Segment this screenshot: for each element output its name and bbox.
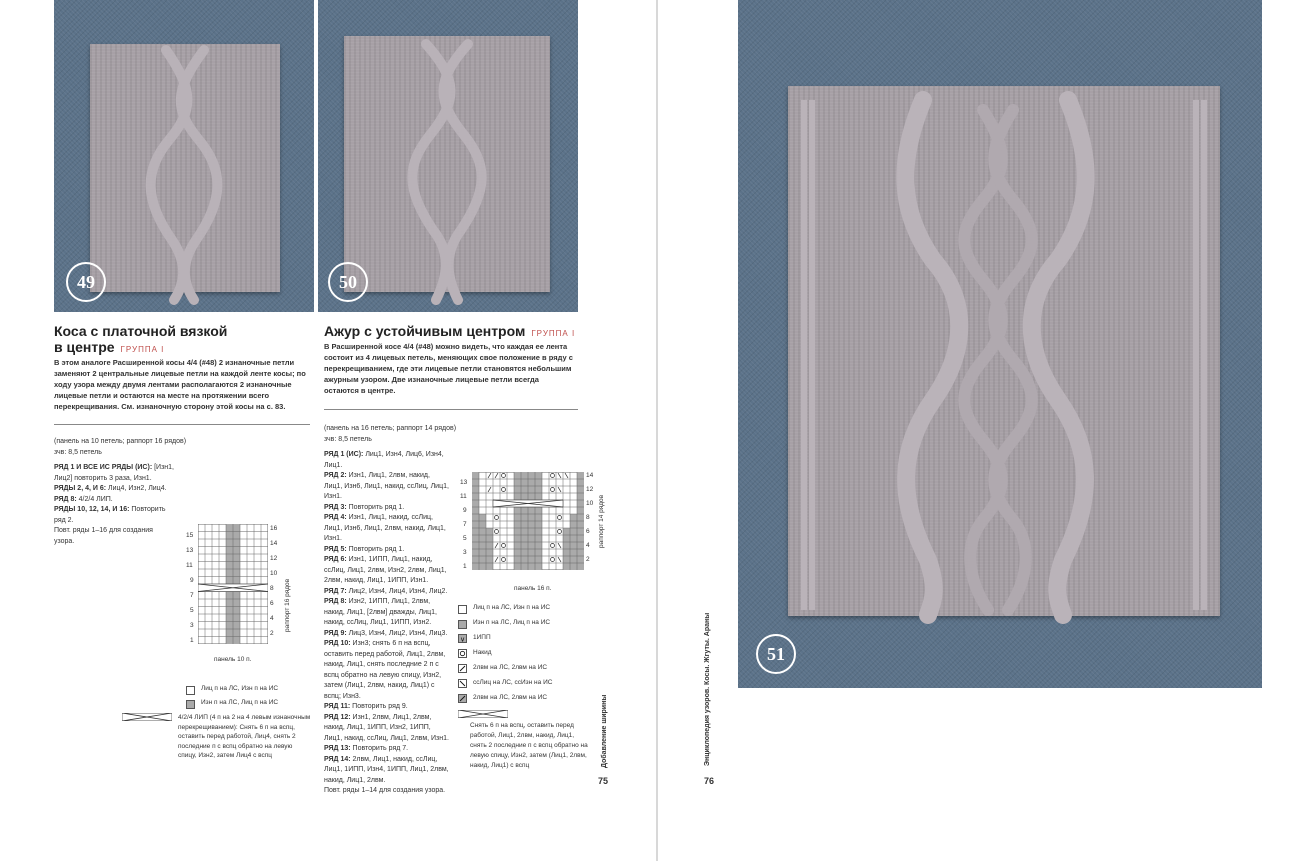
row-number: 6 — [586, 528, 590, 535]
row-number: 2 — [586, 556, 590, 563]
row-number: 1 — [190, 637, 194, 644]
chart-49-side-label: раппорт 16 рядов — [284, 578, 291, 632]
pattern-49-panel: (панель на 10 петель; раппорт 16 рядов) — [54, 438, 187, 445]
book-side-label: Энциклопедия узоров. Косы. Жгуты. Араны — [704, 612, 711, 766]
chart-49-grid — [198, 524, 268, 644]
section-side-label: Добавление ширины — [601, 694, 608, 768]
legend-item: Лиц п на ЛС, Изн п на ИС — [458, 604, 550, 614]
row-number: 5 — [463, 535, 467, 542]
pattern-50-gauge: зчв: 8,5 петель — [324, 436, 372, 443]
row-number: 14 — [586, 472, 594, 479]
row-number: 12 — [270, 555, 278, 562]
knit-stitch-icon — [186, 686, 195, 695]
chart-49-bottom-label: панель 10 п. — [214, 656, 252, 663]
legend-item: 2лвм на ЛС, 2лвм на ИС — [458, 694, 547, 703]
row-instruction: РЯД 8: Изн2, 1ИПП, Лиц1, 2лвм, накид, Лиц1, [2лвм] дважды, Лиц1, накид, ссЛиц, Лиц1, 1ИПП, Изн2. — [324, 598, 437, 626]
chart-49 — [186, 522, 296, 672]
legend-item: 2лвм на ЛС, 2лвм на ИС — [458, 664, 547, 673]
row-instruction: РЯД 3: Повторить ряд 1. — [324, 503, 405, 511]
k2tog-icon — [458, 664, 467, 673]
swatch-photo-51 — [738, 0, 1262, 688]
row-instruction: РЯД 14: 2лвм, Лиц1, накид, ссЛиц, Лиц1, 1ИПП, Изн4, 1ИПП, Лиц1, 2лвм, накид, Лиц1, 2лвм. — [324, 755, 449, 784]
legend-item: Снять 6 п на вспц, оставить перед работой, Лиц1, 2лвм, накид, Лиц1, снять 2 последние п с вспц обратно на левую спицу, Изн2, затем (Лиц1, 2лвм, накид, Лиц1) с вспц — [458, 710, 588, 771]
row-number: 8 — [270, 585, 274, 592]
legend-item: Изн п на ЛС, Лиц п на ИС — [186, 699, 278, 709]
pattern-49-rows — [54, 463, 174, 547]
title-line-1: Коса с платочной вязкой — [54, 323, 228, 339]
row-number: 2 — [270, 630, 274, 637]
swatch-photo-50 — [318, 0, 578, 312]
row-instruction: РЯД 2: Изн1, Лиц1, 2лвм, накид, Лиц1, Изн6, Лиц1, накид, ссЛиц, Лиц1, Изн1. — [324, 472, 449, 500]
row-number: 15 — [186, 532, 194, 539]
row-instruction: РЯДЫ 2, 4, И 6: Лиц4, Изн2, Лиц4. — [54, 485, 167, 492]
legend-item: ∨ 1ИПП — [460, 634, 491, 643]
divider — [324, 409, 578, 410]
row-number: 3 — [463, 549, 467, 556]
cable-crossing-icon — [458, 710, 508, 718]
ssk-icon — [458, 679, 467, 688]
pattern-49-title — [54, 323, 314, 358]
right-page — [658, 0, 1315, 861]
row-number: 14 — [270, 540, 278, 547]
row-number: 16 — [270, 525, 278, 532]
row-number: 10 — [270, 570, 278, 577]
row-number: 9 — [463, 507, 467, 514]
row-instruction: РЯД 12: Изн1, 2лвм, Лиц1, 2лвм, накид, Лиц1, 1ИПП, Изн2, 1ИПП, Лиц1, накид, ссЛиц, Лиц1, 2лвм, Изн1. — [324, 713, 449, 742]
row-number: 11 — [460, 493, 467, 500]
pattern-number-badge: 49 — [66, 262, 106, 302]
row-instruction: РЯД 6: Изн1, 1ИПП, Лиц1, накид, ссЛиц, Лиц1, 2лвм, Изн2, 2лвм, Лиц1, 2лвм, накид, Лиц1, 1ИПП, Изн1. — [324, 556, 447, 584]
row-number: 11 — [186, 562, 193, 569]
row-number: 6 — [270, 600, 274, 607]
pattern-50-panel: (панель на 16 петель; раппорт 14 рядов) — [324, 425, 457, 432]
page-number: 75 — [598, 776, 609, 786]
chart-50-grid — [472, 472, 584, 570]
purl-stitch-icon — [186, 700, 195, 709]
group-label: ГРУППА I — [531, 329, 576, 338]
row-number: 1 — [463, 563, 467, 570]
row-number: 7 — [190, 592, 194, 599]
row-number: 7 — [463, 521, 467, 528]
title-text: Ажур с устойчивым центром — [324, 323, 526, 339]
svg-text:∨: ∨ — [460, 635, 466, 643]
chart-50 — [458, 470, 608, 595]
swatch-photo-49 — [54, 0, 314, 312]
row-instruction: РЯД 11: Повторить ряд 9. — [324, 703, 408, 710]
row-number: 4 — [586, 542, 590, 549]
k2tog-purl-icon — [458, 694, 467, 703]
row-instruction: РЯД 1 (ИС): Лиц1, Изн4, Лиц6, Изн4, Лиц1. — [324, 451, 444, 469]
knit-stitch-icon — [458, 605, 467, 614]
cable-crossing-icon — [122, 713, 172, 721]
row-instruction: РЯД 9: Лиц3, Изн4, Лиц2, Изн4, Лиц3. — [324, 629, 448, 637]
row-instruction: РЯД 1 И ВСЕ ИС РЯДЫ (ИС): [Изн1, Лиц2] повторить 3 раза, Изн1. — [54, 464, 174, 482]
legend-item: Изн п на ЛС, Лиц п на ИС — [458, 619, 550, 629]
pattern-number-badge: 51 — [756, 634, 796, 674]
legend-item: ссЛиц на ЛС, ссИзн на ИС — [458, 679, 552, 688]
chart-50-side-label: раппорт 14 рядов — [598, 494, 605, 548]
purl-stitch-icon — [458, 620, 467, 629]
left-page — [0, 0, 657, 861]
row-instruction: Повт. ряды 1–16 для создания узора. — [54, 527, 153, 545]
pattern-50-title — [324, 323, 584, 342]
group-label: ГРУППА I — [120, 345, 165, 354]
legend-item: Накид — [458, 649, 492, 658]
pattern-49-intro: В этом аналоге Расширенной косы 4/4 (#48) 2 изнаночные петли заменяют 2 центральные лицевые петли на каждой ленте косы; по ходу узора между двумя лентами располагаются 2 изнаночные лицевые петли и остаются на месте на протяжении всего перекрещивания. См. изнаночную сторону этой косы на с. 83. — [54, 358, 306, 411]
row-instruction: Повт. ряды 1–14 для создания узора. — [324, 787, 446, 794]
row-number: 4 — [270, 615, 274, 622]
pattern-number-badge: 50 — [328, 262, 368, 302]
row-number: 12 — [586, 486, 594, 493]
yarn-over-icon — [458, 649, 467, 658]
row-number: 5 — [190, 607, 194, 614]
row-instruction: РЯД 4: Изн1, Лиц1, накид, ссЛиц, Лиц1, Изн6, Лиц1, 2лвм, накид, Лиц1, Изн1. — [324, 514, 446, 542]
chart-50-bottom-label: панель 16 п. — [514, 585, 552, 592]
row-number: 10 — [586, 500, 594, 507]
row-number: 8 — [586, 514, 590, 521]
row-instruction: РЯД 5: Повторить ряд 1. — [324, 545, 405, 553]
divider — [54, 424, 310, 425]
legend-item: Лиц п на ЛС, Изн п на ИС — [186, 685, 278, 695]
row-instruction: РЯД 10: Изн3; снять 6 п на вспц, оставить перед работой, Лиц1, 2лвм, накид, Лиц1, снять последние 2 п с вспц обратно на левую спицу, Изн2, затем (Лиц1, 2лвм, накид, Лиц1) с вспц; Изн3. — [324, 640, 446, 700]
row-instruction: РЯД 7: Лиц2, Изн4, Лиц4, Изн4, Лиц2. — [324, 587, 448, 595]
row-number: 9 — [190, 577, 194, 584]
title-line-2: в центре — [54, 339, 115, 355]
row-instruction: РЯД 13: Повторить ряд 7. — [324, 745, 409, 752]
row-instruction: РЯД 8: 4/2/4 ЛИП. — [54, 495, 113, 503]
row-instruction: РЯДЫ 10, 12, 14, И 16: Повторить ряд 2. — [54, 506, 166, 524]
pattern-50-rows — [324, 450, 450, 797]
row-number: 13 — [186, 547, 194, 554]
legend-item: 4/2/4 ЛИП (4 п на 2 на 4 левым изнаночным перекрещиванием): Снять 6 п на вспц, оставить перед работой, Лиц4, снять 2 последние п с вспц обратно на левую спицу, Изн2, затем Лиц4 с вспц — [122, 713, 312, 761]
row-number: 3 — [190, 622, 194, 629]
row-number: 13 — [460, 479, 468, 486]
pattern-50-intro: В Расширенной косе 4/4 (#48) можно видеть, что каждая ее лента состоит из 4 лицевых петель, меняющих свое положение в ряду с перекрещиванием, где эти лицевые петли становятся небольшим ажурным узором. Две изнаночные лицевые петли всегда остаются в центре. — [324, 342, 573, 395]
increase-icon — [458, 634, 467, 643]
cable-pattern-graphic — [738, 0, 1262, 688]
pattern-49-gauge: зчв: 8,5 петель — [54, 449, 102, 456]
page-number: 76 — [704, 776, 715, 786]
